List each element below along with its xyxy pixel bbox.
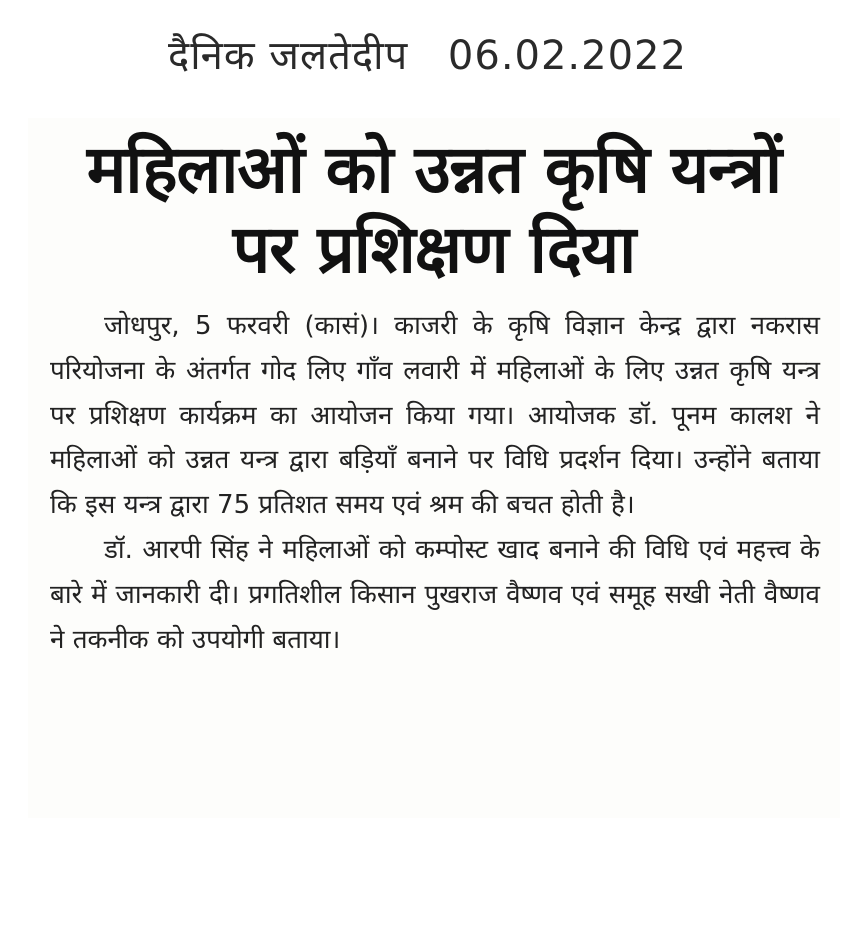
publication-date: 06.02.2022 (447, 33, 687, 79)
article-paragraph-2: डॉ. आरपी सिंह ने महिलाओं को कम्पोस्ट खाद बनाने की विधि एवं महत्त्व के बारे में जानकारी दी। प्रगतिशील किसान पुखराज वैष्णव एवं समूह सखी नेती वैष्णव ने तकनीक को उपयोगी बताया। (50, 534, 820, 655)
headline (28, 130, 840, 290)
article-paragraph-1: जोधपुर, 5 फरवरी (कासं)। काजरी के कृषि विज्ञान केन्द्र द्वारा नकरास परियोजना के अंतर्गत गोद लिए गाँव लवारी में महिलाओं के लिए उन्नत कृषि यन्त्र पर प्रशिक्षण कार्यक्रम का आयोजन किया गया। आयोजक डॉ. पूनम कालश ने महिलाओं को उन्नत यन्त्र द्वारा बड़ियाँ बनाने पर विधि प्रदर्शन दिया। उन्होंने बताया कि इस यन्त्र द्वारा 75 प्रतिशत समय एवं श्रम की बचत होती है। (50, 311, 820, 521)
newspaper-name: दैनिक जलतेदीप (168, 33, 409, 79)
newspaper-clipping (28, 118, 840, 818)
headline-line-1: महिलाओं को उन्नत कृषि यन्त्रों (86, 131, 782, 208)
article-body (50, 304, 820, 662)
headline-line-2: पर प्रशिक्षण दिया (232, 211, 636, 288)
masthead (0, 26, 855, 81)
